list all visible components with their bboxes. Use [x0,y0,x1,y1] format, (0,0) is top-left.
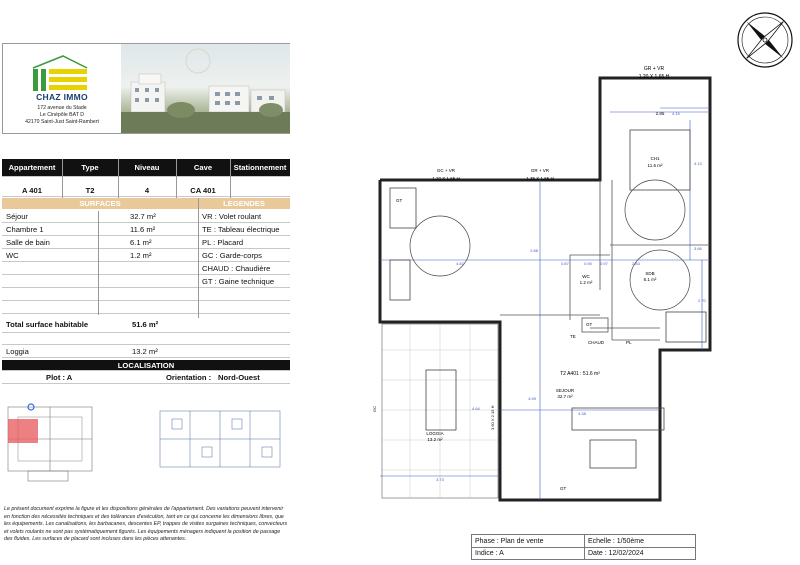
plan-tag: GT [396,198,403,203]
legend-item: CHAUD : Chaudière [202,264,271,273]
surface-row [2,250,290,262]
loggia-value: 13.2 m² [132,347,158,356]
plan-dim-label: 2.85 [655,111,665,116]
plan-dim-label: 3.60 X 2.15 H [490,405,495,430]
apartment-info-table [2,159,290,549]
plan-dim-label: GR + VR [643,66,665,72]
plan-dim-label: 1.20 X 1.65 H [638,74,670,80]
col-cave: Cave [193,163,213,172]
legendes-header: LEGENDES [223,199,265,208]
value-type: T2 [85,186,95,195]
col-niveau: Niveau [134,163,160,172]
plan-tag: CHAUD [588,340,605,345]
surface-name: WC [6,251,19,260]
plan-dim-label: 2.88 [530,248,538,253]
value-appartement: A 401 [22,186,42,195]
phase-label: Phase : Plan de vente [475,538,544,545]
address-line: 172 avenue du Stade [37,105,87,111]
compass-rose-icon [735,10,795,70]
apartment-label: T2 A401 : 51.6 m² [560,371,600,377]
address-line: 42170 Saint-Just Saint-Rambert [25,119,99,125]
room-label: LOGGIA [426,431,444,436]
surface-name: Séjour [6,212,28,221]
footer-info-table [471,534,696,560]
plan-dim-label: 4.15 [672,111,680,116]
legend-row [2,263,290,275]
plan-dim-label: GC + VR [436,168,456,173]
column-divider [98,211,99,315]
plan-dim-label: 0.87 [561,261,569,266]
room-area: 11.6 m² [647,163,663,168]
room-area: 32.7 m² [557,394,573,399]
plan-dim-label: 4.87 [456,261,464,266]
building-render-graphic [121,44,290,133]
surfaces-header: SURFACES [79,199,121,208]
column-divider [198,198,199,318]
column-divider [176,159,177,198]
header-box [2,43,290,134]
room-label: CH1 [650,156,660,161]
plan-dim-label: GR + VR [530,168,550,173]
brand-name: CHAZ IMMO [36,92,88,102]
localisation-header: LOCALISATION [117,361,175,370]
table-header-row [2,159,290,177]
scale-label: Echelle : 1/50ème [588,538,645,545]
plan-dim-label: 4.64 [472,406,480,411]
disclaimer-text: Le présent document exprime la figure et les dispositions générales de l'appartement. Des variations peuvent intervenir en fonction des nécessités techniques et des tolérances d'exécution, tant en ce qui concerne les dimensions libres, que les équipements. Les canalisations, les barbacanes, descentes EP, trappes de visites surgaines techniques, convecteurs et volets roulants ne sont pas systématiquement figurés. Les équipements ménagers indiquent la position de passage des fluides. Les surfaces de placard sont incluses dans les pièces attenantes. [4,506,288,543]
value-niveau: 4 [144,186,150,195]
legend-item: GT : Gaine technique [202,277,275,286]
col-type: Type [81,163,99,172]
total-row [2,319,290,333]
surface-value: 1.2 m² [130,251,152,260]
plan-tag: GT [586,322,593,327]
legend-item: GC : Garde-corps [202,251,262,260]
plan-dim-label: 2.70 [698,298,706,303]
plan-dim-label: 1.35 X 1.65 H [526,176,554,181]
plan-tag: TE [570,334,576,339]
surface-row [2,211,290,223]
legend-row [2,276,290,288]
orientation-label: Orientation : [166,373,212,382]
room-area: 13.2 m² [427,437,443,442]
plan-tag: PL [626,340,632,345]
section-header-row [2,198,290,209]
floor-plan [360,60,730,520]
location-mini-plans [2,399,290,499]
col-stationnement: Stationnement [233,163,287,172]
plan-dim-label: 1.20 X 1.65 H [432,176,460,181]
value-cave: CA 401 [190,186,216,195]
plan-dim-label: 4.59 [528,396,536,401]
plot-label: Plot : A [46,373,73,382]
room-label: SEJOUR [555,388,575,393]
empty-row [2,333,290,345]
empty-row [2,289,290,301]
logo-area [3,44,121,133]
legend-item: PL : Placard [202,238,244,247]
plan-tag: GT [560,486,567,491]
plan-dim-label: 4.38 [578,411,586,416]
surface-name: Chambre 1 [6,225,44,234]
legend-item: VR : Volet roulant [202,212,262,221]
index-label: Indice : A [475,550,504,557]
loggia-label: Loggia [6,347,29,356]
total-label: Total surface habitable [6,320,89,329]
address-line: Le Cinépôle BAT D [40,112,84,118]
total-value: 51.6 m² [132,320,159,329]
room-label: WC [582,274,590,279]
plan-dim-label: 3.66 [694,246,702,251]
value-stationnement [230,185,290,197]
plan-dim-label: 0.90 [584,261,592,266]
surface-name: Salle de bain [6,238,50,247]
surface-value: 11.6 m² [130,225,156,234]
column-divider [230,159,231,198]
table-values-row [2,185,290,197]
orientation-value: Nord-Ouest [218,373,260,382]
date-label: Date : 12/02/2024 [588,550,644,557]
plan-dim-label: 3.73 [436,477,444,482]
empty-row [2,302,290,314]
plan-dim-label: 4.13 [694,161,702,166]
column-divider [62,159,63,198]
room-label: SDB [645,271,655,276]
legend-item: TE : Tableau électrique [202,225,280,234]
surface-row [2,237,290,249]
chaz-immo-logo [27,54,91,94]
plan-dim-label: 0.97 [600,261,608,266]
plan-dim-label: GC [372,406,377,412]
loggia-row [2,346,290,358]
room-area: 1.2 m² [579,280,593,285]
localisation-row [2,372,290,384]
col-appartement: Appartement [8,163,56,172]
building-render-image [121,44,290,133]
surface-value: 32.7 m² [130,212,156,221]
room-area: 6.1 m² [643,277,657,282]
localisation-header-row [2,360,290,371]
plan-dim-label: 2.83 [632,261,640,266]
surface-value: 6.1 m² [130,238,152,247]
surface-row [2,224,290,236]
column-divider [118,159,119,198]
